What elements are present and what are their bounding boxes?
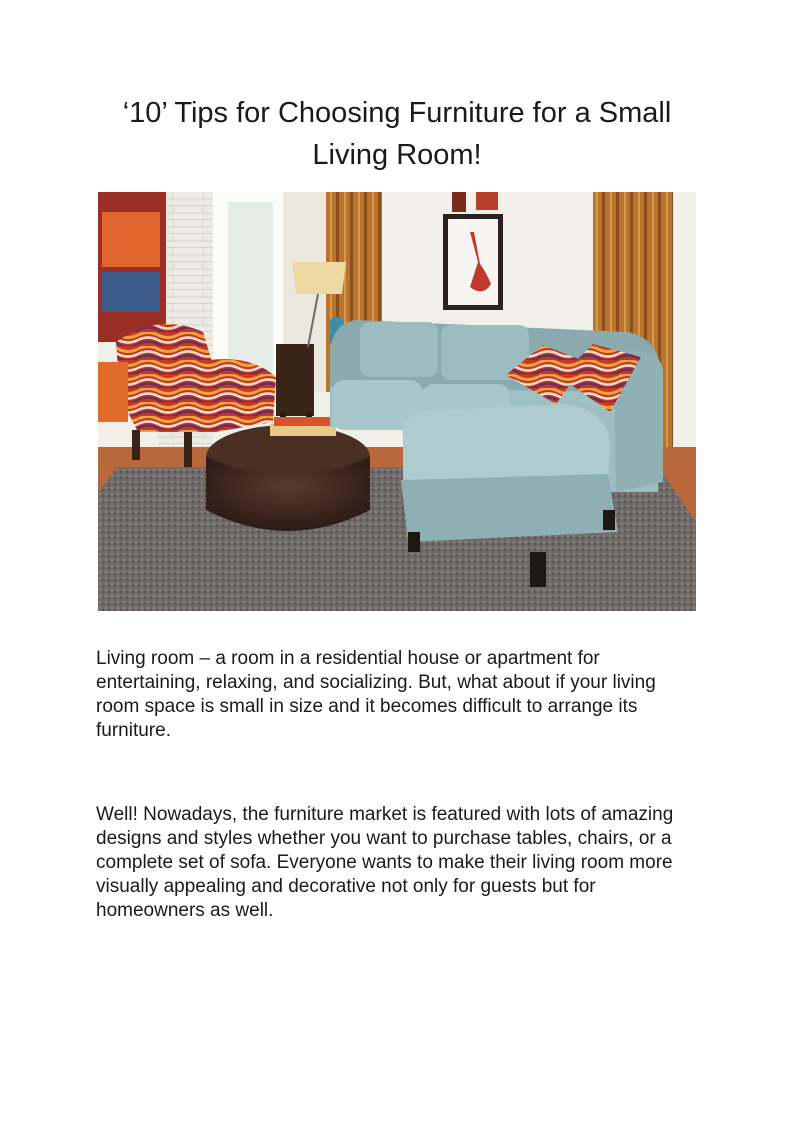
intro-paragraph: Living room – a room in a residential house or apartment for entertaining, relaxing, and socializing. But, what about if your living room space is small in size and it becomes difficult to arrange its furniture. — [96, 648, 656, 741]
page-title: ‘10’ Tips for Choosing Furniture for a Small Living Room! — [122, 97, 672, 171]
living-room-photo — [98, 192, 696, 611]
body-paragraph: Well! Nowadays, the furniture market is featured with lots of amazing designs and styles whether you want to purchase tables, chairs, or a complete set of sofa. Everyone wants to make their living room more visually appealing and decorative not only for guests but for homeowners as well. — [96, 804, 674, 921]
